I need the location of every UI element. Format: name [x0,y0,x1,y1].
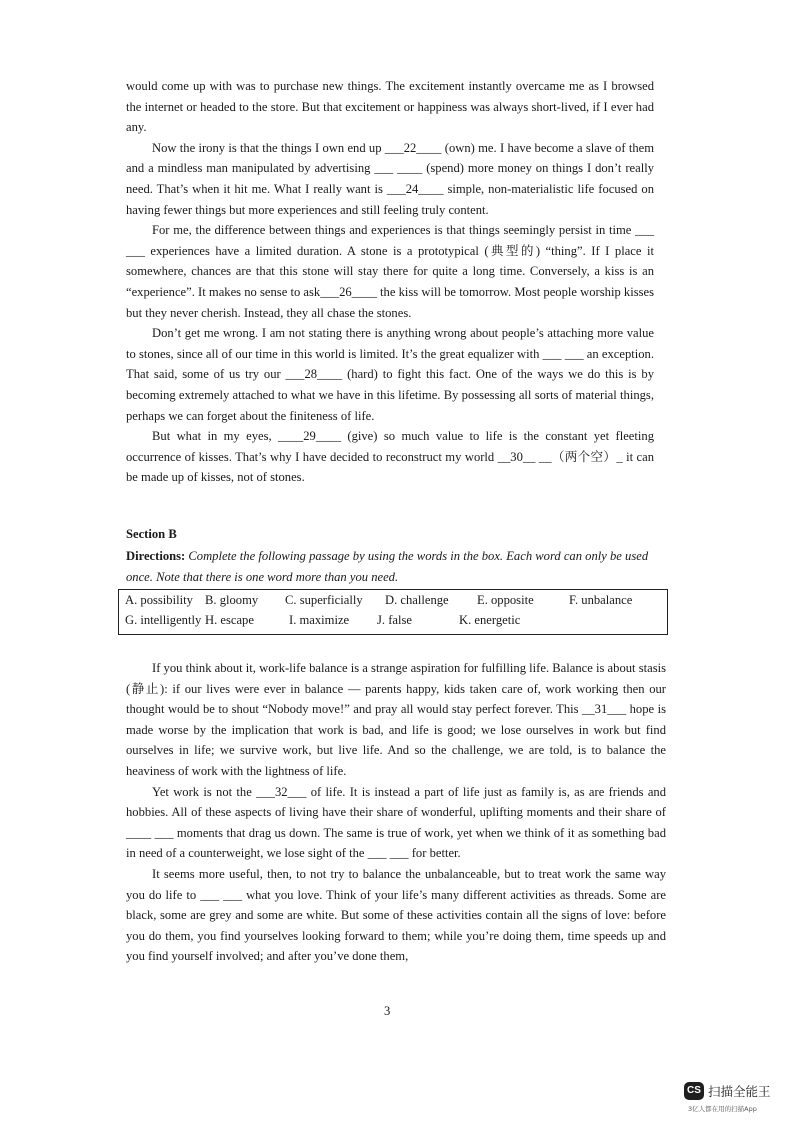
paragraph-a2: Now the irony is that the things I own end up ___22____ (own) me. I have become a slave of them and a mindless man manipulated by advertising ___ ____ (spend) more money on things I don’t really need. That’s when it hit me. What I really want is ___24____ simple, non-materialistic life focused on having fewer things but more experiences and still feeling truly content. [126,140,654,217]
word-option: H. escape [205,613,254,627]
paragraph-b1: If you think about it, work-life balance is a strange aspiration for fulfilling life. Balance is about stasis (静止): if our lives were ever in balance — parents happy, kids taken care of, work working then our thought would be to shout “Nobody move!” and pray all would stay perfect forever. This __31___ hope is made worse by the implication that work is bad, and life is good; we lose ourselves in work but find ourselves in life; we survive work, but live life. And so the challenge, we are told, is to balance the heaviness of work with the lightness of life. [126,661,666,778]
word-box-row-1 [125,593,665,613]
camscanner-watermark [684,1080,788,1118]
directions-label: Directions: [126,549,186,563]
word-box-row-2 [125,613,665,633]
camscanner-logo-icon: CS [684,1082,704,1100]
word-option: J. false [377,613,412,627]
word-option: D. challenge [385,593,449,607]
paragraph-b2: Yet work is not the ___32___ of life. It is instead a part of life just as family is, as are friends and hobbies. All of these aspects of living have their share of wonderful, uplifting moments and their share of ____ ___ moments that drag us down. The same is true of work, yet when we think of it as something bad in need of a counterweight, we lose sight of the ___ ___ for better. [126,784,666,861]
watermark-tagline: 3亿人都在用的扫描App [688,1105,757,1113]
paragraph-a4: Don’t get me wrong. I am not stating there is anything wrong about people’s attaching more value to stones, since all of our time in this world is limited. It’s the great equalizer with ___ ___ an exception. That said, some of us try our ___28____ (hard) to fight this fact. One of the ways we do this is by becoming extremely attached to what we have in this lifetime. By possessing all sorts of material things, perhaps we can forget about the finiteness of life. [126,326,654,423]
word-option: C. superficially [285,593,363,607]
passage-a [126,76,654,488]
word-option: K. energetic [459,613,521,627]
section-title: Section B [126,527,177,541]
paragraph-a3: For me, the difference between things and experiences is that things seemingly persist in time ___ ___ experiences have a limited duration. A stone is a prototypical (典型的) “thing”. If I place it somewhere, chances are that this stone will stay there for quite a long time. Conversely, a kiss is an “experience”. It makes no sense to ask___26____ the kiss will be tomorrow. Most people worship kisses but they never cherish. Instead, they all chase the stones. [126,223,654,320]
paragraph-b3: It seems more useful, then, to not try to balance the unbalanceable, but to treat work the same way you do life to ___ ___ what you love. Think of your life’s many different activities as threads. Some are black, some are grey and some are white. But some of these activities contain all the signs of love: before you do them, you find yourselves looking forward to them; while you’re doing them, time speeds up and you find yourself involved; and after you’ve done them, [126,866,666,964]
watermark-name: 扫描全能王 [708,1084,771,1099]
word-option: E. opposite [477,593,534,607]
word-box [118,589,668,635]
directions [126,546,662,587]
directions-text: Complete the following passage by using the words in the box. Each word can only be used once. Note that there is one word more than you need. [126,549,649,584]
word-option: F. unbalance [569,593,633,607]
word-option: A. possibility [125,593,193,607]
word-option: I. maximize [289,613,350,627]
word-option: B. gloomy [205,593,259,607]
page-number: 3 [384,1004,391,1018]
passage-b [126,658,666,967]
paragraph-a1: would come up with was to purchase new things. The excitement instantly overcame me as I browsed the internet or headed to the store. But that excitement or happiness was always short-lived, if I ever had any. [126,79,654,135]
paragraph-a5: But what in my eyes, ____29____ (give) so much value to life is the constant yet fleeting occurrence of kisses. That’s why I have decided to reconstruct my world __30__ __（两个空）_ it can be made up of kisses, not of stones. [126,429,654,485]
word-option: G. intelligently [125,613,202,627]
